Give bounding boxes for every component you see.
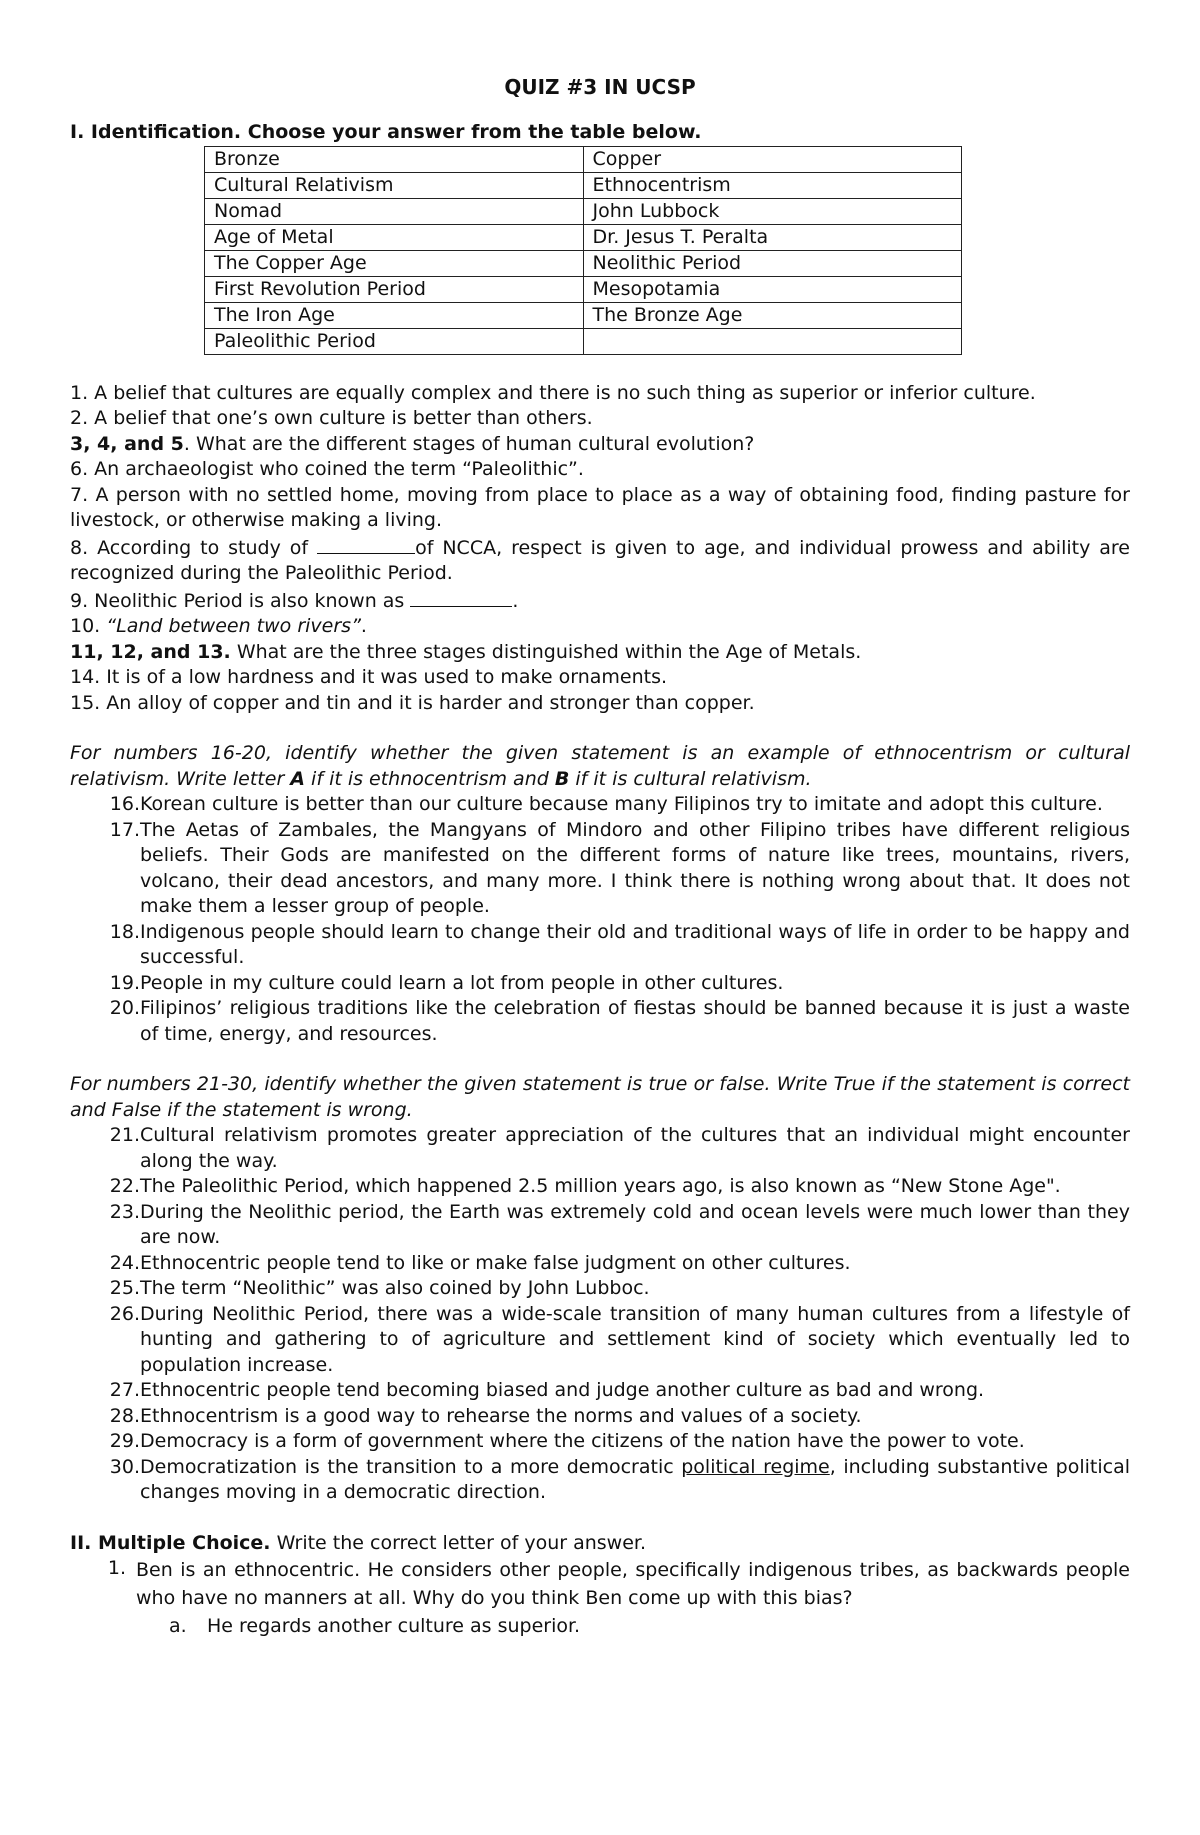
list-item [70, 1404, 1130, 1430]
table-row [205, 198, 962, 224]
question-10-text: “Land between two rivers” [106, 615, 361, 637]
table-row [205, 276, 962, 302]
mc-option-letter: a. [169, 1615, 187, 1637]
table-cell: Age of Metal [205, 224, 584, 250]
item-text: Democracy is a form of government where the citizens of the nation have the power to vote. [140, 1430, 1025, 1452]
item-number: 27. [109, 1379, 140, 1401]
table-cell: Cultural Relativism [205, 172, 584, 198]
item-number: 29. [109, 1430, 140, 1452]
question-10-end: . [360, 615, 367, 637]
question-7: 7. A person with no settled home, moving from place to place as a way of obtaining food, finding pasture for livestock, or otherwise making a living. [70, 483, 1130, 531]
instructions-16-20 [70, 741, 1130, 792]
item-text: The term “Neolithic” was also coined by John Lubboc. [140, 1277, 650, 1299]
table-cell: Bronze [205, 146, 584, 172]
item-number: 16. [109, 793, 140, 815]
item-number: 19. [109, 971, 140, 994]
items-21-30 [70, 1123, 1130, 1455]
question-8-pre: 8. According to study of [70, 536, 318, 559]
question-3-5 [70, 432, 1130, 458]
item-text: During Neolithic Period, there was a wide-scale transition of many human cultures from a lifestyle of hunting and gathering to of agriculture and settlement kind of society which eventually led to population increase. [140, 1302, 1130, 1376]
table-cell: Neolithic Period [583, 250, 962, 276]
items-16-20 [70, 792, 1130, 1047]
question-10 [70, 614, 1130, 640]
item-number: 28. [109, 1404, 140, 1427]
list-item [70, 792, 1130, 818]
answer-blank [410, 587, 512, 607]
table-cell: The Bronze Age [583, 302, 962, 328]
item-text: The Paleolithic Period, which happened 2.5 million years ago, is also known as “New Stone Age". [140, 1175, 1061, 1197]
item-number: 26. [109, 1302, 140, 1325]
instructions-21-30: For numbers 21-30, identify whether the given statement is true or false. Write True if the statement is correct and False if the statement is wrong. [70, 1073, 1130, 1121]
question-6: 6. An archaeologist who coined the term “Paleolithic”. [70, 458, 584, 480]
section2-heading [70, 1531, 1130, 1557]
letter-a: A [290, 767, 306, 790]
item-text: Indigenous people should learn to change their old and traditional ways of life in order to be happy and successful. [140, 920, 1130, 968]
list-item [70, 971, 1130, 997]
list-item [70, 1251, 1130, 1277]
question-10-number: 10. [70, 615, 107, 637]
item-text: Korean culture is better than our culture because many Filipinos try to imitate and adopt this culture. [140, 793, 1103, 815]
instructions-text: if it is ethnocentrism and [305, 767, 555, 790]
table-row [205, 250, 962, 276]
list-item [70, 1123, 1130, 1174]
item-number: 23. [109, 1200, 140, 1223]
table-row [205, 172, 962, 198]
item-text: The Aetas of Zambales, the Mangyans of Mindoro and other Filipino tribes have different religious beliefs. Their Gods are manifested on the different forms of nature like trees, mountains, rivers, volcano, their dead ancestors, and many more. I think there is nothing wrong about that. It does not make them a lesser group of people. [140, 818, 1130, 917]
table-cell: The Copper Age [205, 250, 584, 276]
question-9 [70, 587, 1130, 615]
table-cell: Dr. Jesus T. Peralta [583, 224, 962, 250]
item-text: Cultural relativism promotes greater appreciation of the cultures that an individual might encounter along the way. [140, 1124, 1130, 1172]
item-text: People in my culture could learn a lot from people in other cultures. [140, 971, 784, 994]
question-1: 1. A belief that cultures are equally complex and there is no such thing as superior or inferior culture. [70, 381, 1036, 404]
item-text [140, 1455, 1130, 1506]
question-11-13-text: What are the three stages distinguished within the Age of Metals. [230, 640, 862, 663]
list-item [70, 1200, 1130, 1251]
question-9-post: . [512, 589, 519, 612]
letter-b: B [554, 767, 570, 790]
list-item [70, 1276, 1130, 1302]
list-item [70, 920, 1130, 971]
list-item [70, 1174, 1130, 1200]
question-11-13 [70, 640, 1130, 666]
table-row [205, 146, 962, 172]
item-text: Ethnocentrism is a good way to rehearse the norms and values of a society. [140, 1404, 862, 1427]
item-number: 24. [109, 1251, 140, 1274]
question-3-5-number: 3, 4, and 5 [70, 432, 184, 455]
question-14: 14. It is of a low hardness and it was used to make ornaments. [70, 666, 668, 688]
instructions-text: if it is cultural relativism. [569, 767, 812, 790]
item-30-pre: Democratization is the transition to a more democratic [140, 1455, 682, 1478]
table-cell: Copper [583, 146, 962, 172]
mc-option-text: He regards another culture as superior. [207, 1615, 581, 1637]
mc-question-1 [70, 1556, 1130, 1612]
section2-heading-bold: II. Multiple Choice. [70, 1531, 271, 1554]
list-item [70, 1302, 1130, 1379]
table-cell: Nomad [205, 198, 584, 224]
item-30-post: , including substantive political changes moving in a democratic direction. [140, 1455, 1130, 1503]
table-cell: The Iron Age [205, 302, 584, 328]
item-text: During the Neolithic period, the Earth was extremely cold and ocean levels were much lower than they are now. [140, 1200, 1130, 1248]
list-item [70, 1429, 1130, 1455]
question-15: 15. An alloy of copper and tin and it is harder and stronger than copper. [70, 691, 755, 714]
item-number: 30. [109, 1455, 140, 1478]
mc-question-number: 1. [107, 1557, 126, 1579]
answer-choices-table [204, 146, 962, 355]
table-cell: John Lubbock [583, 198, 962, 224]
list-item [70, 1455, 1130, 1506]
table-row [205, 224, 962, 250]
table-cell: Paleolithic Period [205, 328, 584, 354]
item-number: 17. [109, 818, 140, 841]
quiz-title: QUIZ #3 IN UCSP [504, 75, 696, 99]
section2-heading-text: Write the correct letter of your answer. [270, 1531, 647, 1554]
item-text: Ethnocentric people tend to like or make false judgment on other cultures. [140, 1251, 851, 1274]
table-row [205, 302, 962, 328]
table-cell: Ethnocentrism [583, 172, 962, 198]
item-text: Filipinos’ religious traditions like the celebration of fiestas should be banned because it is just a waste of time, energy, and resources. [140, 997, 1130, 1045]
table-cell: First Revolution Period [205, 276, 584, 302]
table-row [205, 328, 962, 354]
question-8 [70, 534, 1130, 587]
question-2: 2. A belief that one’s own culture is better than others. [70, 407, 593, 429]
instructions-text: For numbers 16-20, identify whether the given statement is an example of ethnocentrism or cultural relativism. Write letter [70, 742, 1130, 790]
question-3-5-text: . What are the different stages of human cultural evolution? [183, 432, 755, 455]
answer-blank [317, 534, 415, 554]
section1-heading: I. Identification. Choose your answer from the table below. [70, 121, 702, 143]
question-11-13-number: 11, 12, and 13. [70, 640, 231, 663]
item-number: 18. [109, 920, 140, 943]
list-item [70, 1378, 1130, 1404]
item-text: Ethnocentric people tend becoming biased and judge another culture as bad and wrong. [140, 1379, 985, 1401]
table-cell [583, 328, 962, 354]
mc-option-a [169, 1612, 1130, 1640]
political-regime-link[interactable]: political regime [681, 1455, 830, 1478]
table-cell: Mesopotamia [583, 276, 962, 302]
question-8-post: of NCCA, respect is given to age, and individual prowess and ability are recognized during the Paleolithic Period. [70, 536, 1130, 584]
item-number: 20. [109, 997, 140, 1019]
mc-question-text: Ben is an ethnocentric. He considers other people, specifically indigenous tribes, as backwards people who have no manners at all. Why do you think Ben come up with this bias? [136, 1559, 1130, 1609]
item-number: 25. [109, 1277, 140, 1299]
list-item [70, 996, 1130, 1047]
item-number: 21. [109, 1124, 140, 1146]
question-9-pre: 9. Neolithic Period is also known as [70, 589, 411, 612]
list-item [70, 818, 1130, 920]
item-30-list [70, 1455, 1130, 1506]
item-number: 22. [109, 1175, 140, 1197]
